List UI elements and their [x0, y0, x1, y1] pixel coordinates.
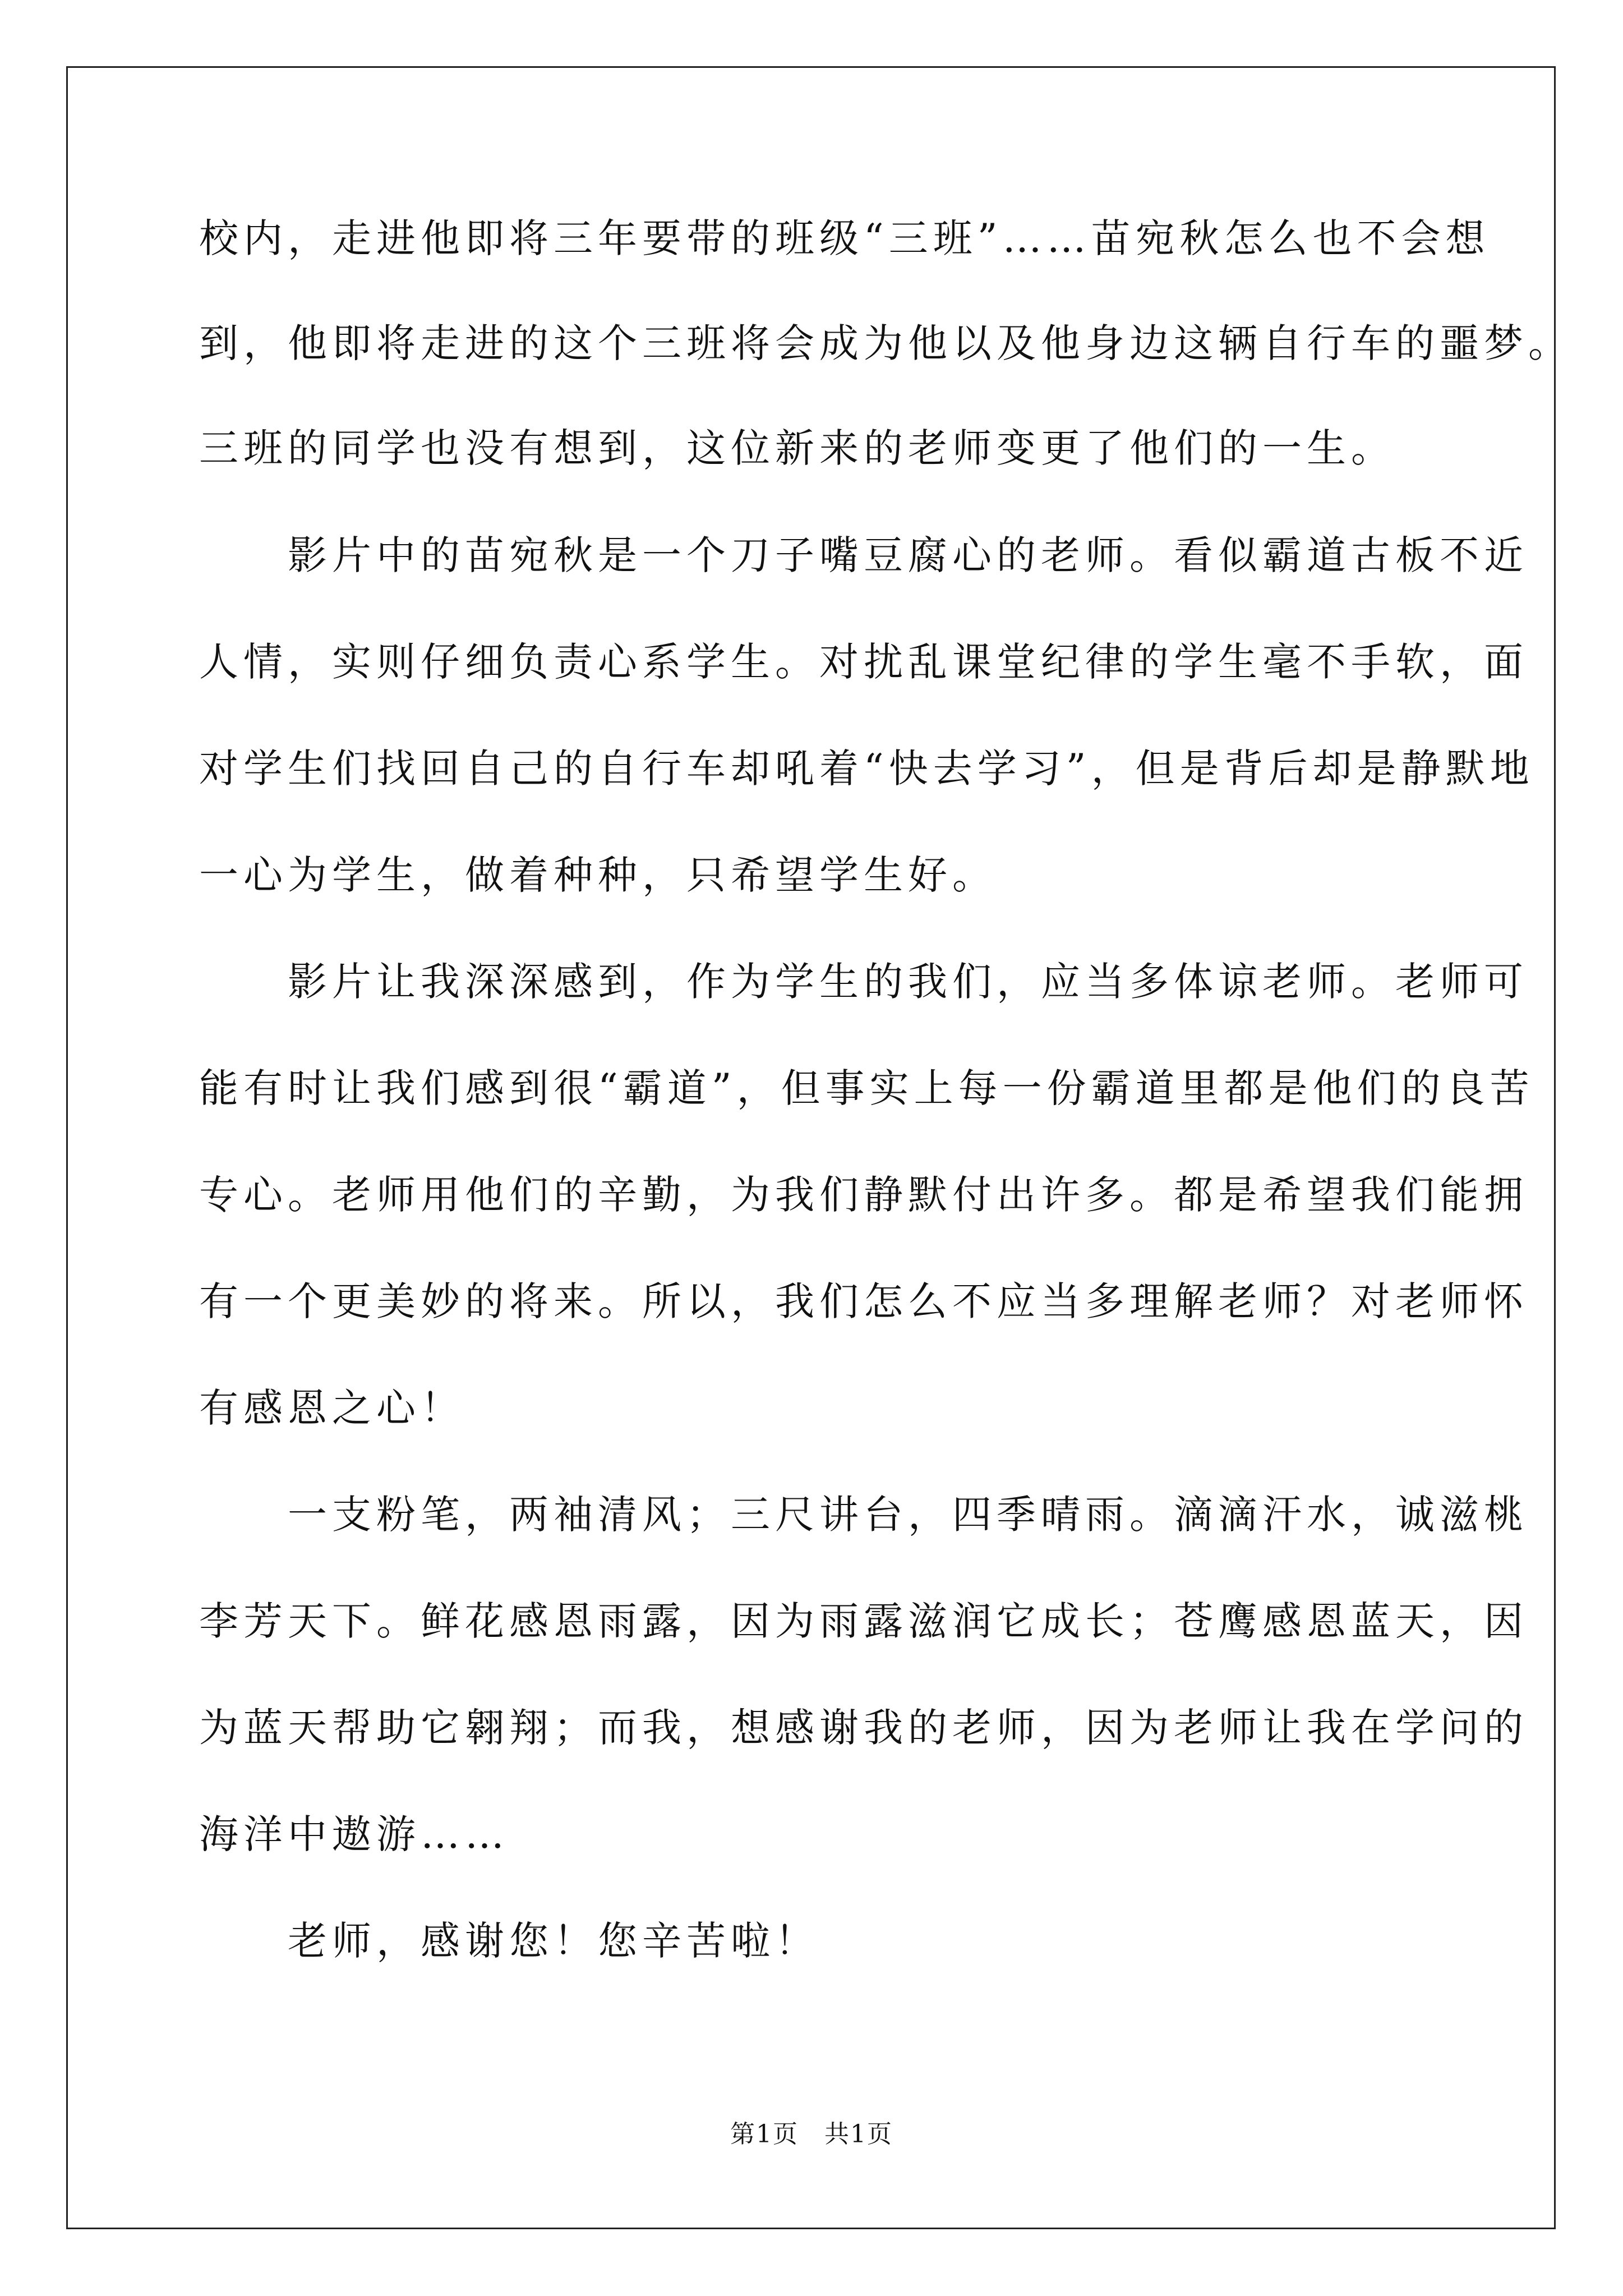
text-line: 专心。老师用他们的辛勤，为我们静默付出许多。都是希望我们能拥	[199, 1172, 1528, 1218]
text-line: 为蓝天帮助它翱翔；而我，想感谢我的老师，因为老师让我在学问的	[199, 1705, 1528, 1751]
text-line: 影片让我深深感到，作为学生的我们，应当多体谅老师。老师可	[199, 959, 1528, 1005]
page-border	[66, 66, 1556, 2229]
text-line: 影片中的苗宛秋是一个刀子嘴豆腐心的老师。看似霸道古板不近	[199, 532, 1528, 578]
text-line: 能有时让我们感到很“霸道”，但事实上每一份霸道里都是他们的良苦	[199, 1065, 1534, 1111]
text-line: 有感恩之心！	[199, 1385, 465, 1431]
text-line: 李芳天下。鲜花感恩雨露，因为雨露滋润它成长；苍鹰感恩蓝天，因	[199, 1598, 1528, 1644]
text-line: 一支粉笔，两袖清风；三尺讲台，四季晴雨。滴滴汗水，诚滋桃	[199, 1492, 1528, 1538]
page-footer: 第1页 共1页	[730, 2120, 893, 2148]
text-line: 老师，感谢您！您辛苦啦！	[199, 1918, 819, 1964]
text-line: 有一个更美妙的将来。所以，我们怎么不应当多理解老师？对老师怀	[199, 1278, 1528, 1324]
text-line: 海洋中遨游……	[199, 1811, 509, 1857]
text-line: 对学生们找回自己的自行车却吼着“快去学习”，但是背后却是静默地	[199, 746, 1534, 792]
text-line: 三班的同学也没有想到，这位新来的老师变更了他们的一生。	[199, 425, 1395, 471]
text-line: 一心为学生，做着种种，只希望学生好。	[199, 852, 997, 898]
text-line: 人情，实则仔细负责心系学生。对扰乱课堂纪律的学生毫不手软，面	[199, 639, 1528, 685]
text-line: 校内，走进他即将三年要带的班级“三班”……苗宛秋怎么也不会想	[199, 215, 1490, 261]
text-line: 到，他即将走进的这个三班将会成为他以及他身边这辆自行车的噩梦。	[199, 320, 1573, 366]
